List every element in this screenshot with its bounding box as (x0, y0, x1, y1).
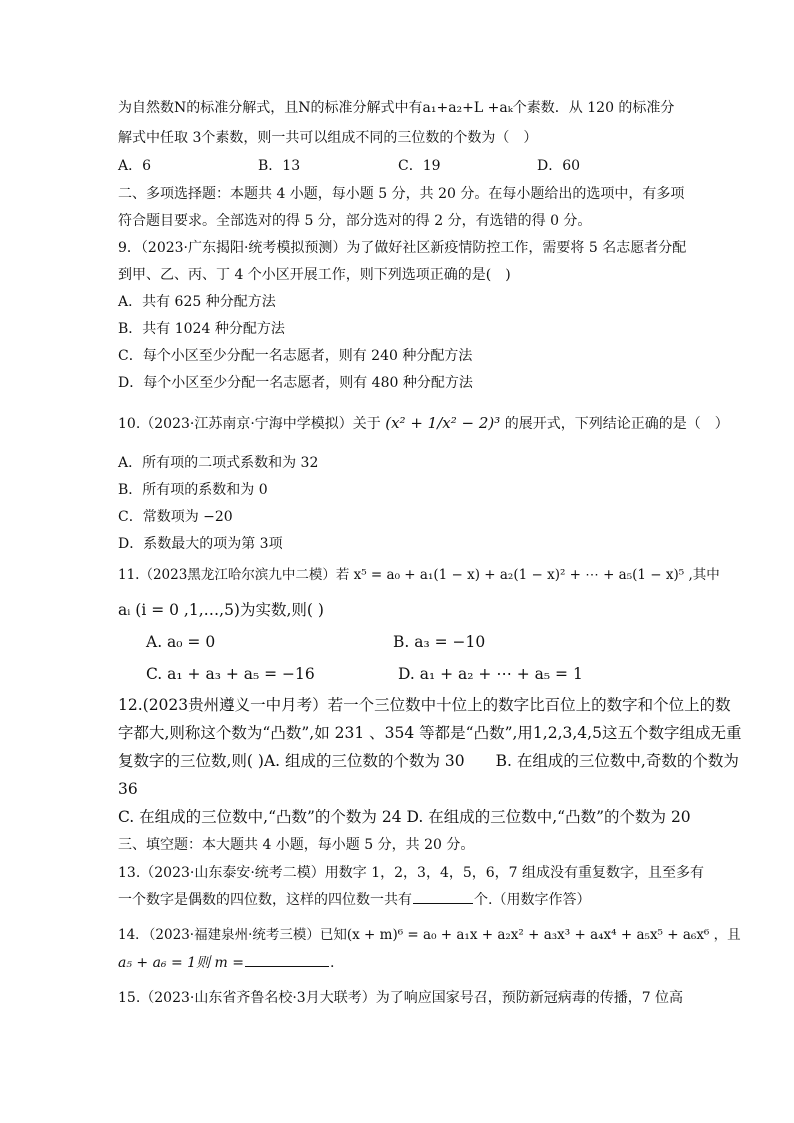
q8-options (118, 156, 678, 176)
q11-stem-line-1: 11.（2023黑龙江哈尔滨九中二模）若 x⁵ = a₀ + a₁(1 − x) + a₂(1 − x)² + ⋯ + a₅(1 − x)⁵ ,其中 (118, 567, 720, 583)
q9-stem-line-2: 到甲、乙、丙、丁 4 个小区开展工作，则下列选项正确的是( ) (118, 267, 511, 283)
q13-stem-line-1: 13.（2023·山东泰安·统考二模）用数字 1，2，3，4，5，6，7 组成没有重复数字，且至多有 (118, 865, 705, 881)
q12-line-1: 12.(2023贵州遵义一中月考）若一个三位数中十位上的数字比百位上的数字和个位上的数 (118, 696, 731, 714)
q14-stem-line-2 (118, 953, 678, 973)
q14-stem-prefix: a₅ + a₆ = 1则 m = (118, 955, 244, 971)
q11-options-row-1 (118, 632, 678, 654)
q11-option-b: B. a₃ = −10 (393, 633, 486, 651)
q11-option-a: A. a₀ = 0 (146, 633, 216, 651)
q13-stem-prefix: 一个数字是偶数的四位数，这样的四位数一共有 (118, 892, 412, 908)
q10-stem-suffix: 的展开式，下列结论正确的是（ ） (504, 416, 729, 432)
q8-option-c: C．19 (398, 158, 441, 174)
q11-option-d: D. a₁ + a₂ + ⋯ + a₅ = 1 (398, 665, 583, 683)
q10-stem (118, 413, 729, 434)
q8-option-d: D．60 (537, 158, 581, 174)
section-2-heading-line-1: 二、多项选择题：本题共 4 小题，每小题 5 分，共 20 分。在每小题给出的选项中，有多项 (118, 186, 685, 202)
q9-option-c: C．每个小区至少分配一名志愿者，则有 240 种分配方法 (118, 348, 473, 364)
q8-stem-line-2: 解式中任取 3个素数，则一共可以组成不同的三位数的个数为（ ） (118, 130, 538, 146)
q10-expression: (x² + 1/x² − 2)³ (385, 414, 501, 432)
q14-answer-blank[interactable] (245, 953, 329, 967)
q9-option-a: A．共有 625 种分配方法 (118, 294, 276, 310)
q14-stem-line-1: 14．（2023·福建泉州·统考三模）已知(x + m)⁶ = a₀ + a₁x + a₂x² + a₃x³ + a₄x⁴ + a₅x⁵ + a₆x⁶ ，且 (118, 927, 741, 943)
q13-stem-suffix: 个.（用数字作答） (474, 892, 591, 908)
q8-option-b: B．13 (258, 158, 301, 174)
section-2-heading-line-2: 符合题目要求。全部选对的得 5 分，部分选对的得 2 分，有选错的得 0 分。 (118, 213, 592, 229)
q10-option-c: C．常数项为 −20 (118, 509, 233, 525)
q11-options-row-2 (118, 664, 678, 686)
q12-line-3: 复数字的三位数,则( )A. 组成的三位数的个数为 30 B. 在组成的三位数中,奇数的个数为 (118, 752, 739, 770)
q10-option-d: D．系数最大的项为第 3项 (118, 536, 283, 552)
q13-stem-line-2 (118, 890, 678, 910)
q13-answer-blank[interactable] (413, 890, 473, 904)
q10-option-a: A．所有项的二项式系数和为 32 (118, 455, 319, 471)
q10-option-b: B．所有项的系数和为 0 (118, 482, 268, 498)
section-3-heading: 三、填空题：本大题共 4 小题，每小题 5 分，共 20 分。 (118, 837, 475, 853)
q9-option-b: B．共有 1024 种分配方法 (118, 321, 285, 337)
q12-line-2: 字都大,则称这个数为“凸数”,如 231 、354 等都是“凸数”,用1,2,3,4,5这五个数字组成无重 (118, 724, 742, 742)
q11-option-c: C. a₁ + a₃ + a₅ = −16 (146, 665, 315, 683)
q15-stem-line-1: 15.（2023·山东省齐鲁名校·3月大联考）为了响应国家号召，预防新冠病毒的传播，7 位高 (118, 990, 684, 1006)
q8-option-a: A．6 (118, 158, 152, 174)
q12-line-4: 36 (118, 780, 138, 798)
q10-stem-prefix: 10.（2023·江苏南京·宁海中学模拟）关于 (118, 416, 381, 432)
q9-option-d: D．每个小区至少分配一名志愿者，则有 480 种分配方法 (118, 375, 473, 391)
q9-stem-line-1: 9．（2023·广东揭阳·统考模拟预测）为了做好社区新疫情防控工作，需要将 5 名志愿者分配 (118, 240, 687, 256)
q14-stem-suffix: . (330, 955, 335, 971)
q11-stem-line-2: aᵢ (i = 0 ,1,…,5)为实数,则( ) (118, 601, 324, 619)
q8-stem-line-1: 为自然数N的标准分解式，且N的标准分解式中有a₁+a₂+L +aₖ个素数．从 120 的标准分 (118, 100, 675, 116)
q12-line-5: C. 在组成的三位数中,“凸数”的个数为 24 D. 在组成的三位数中,“凸数”的个数为 20 (118, 808, 691, 826)
